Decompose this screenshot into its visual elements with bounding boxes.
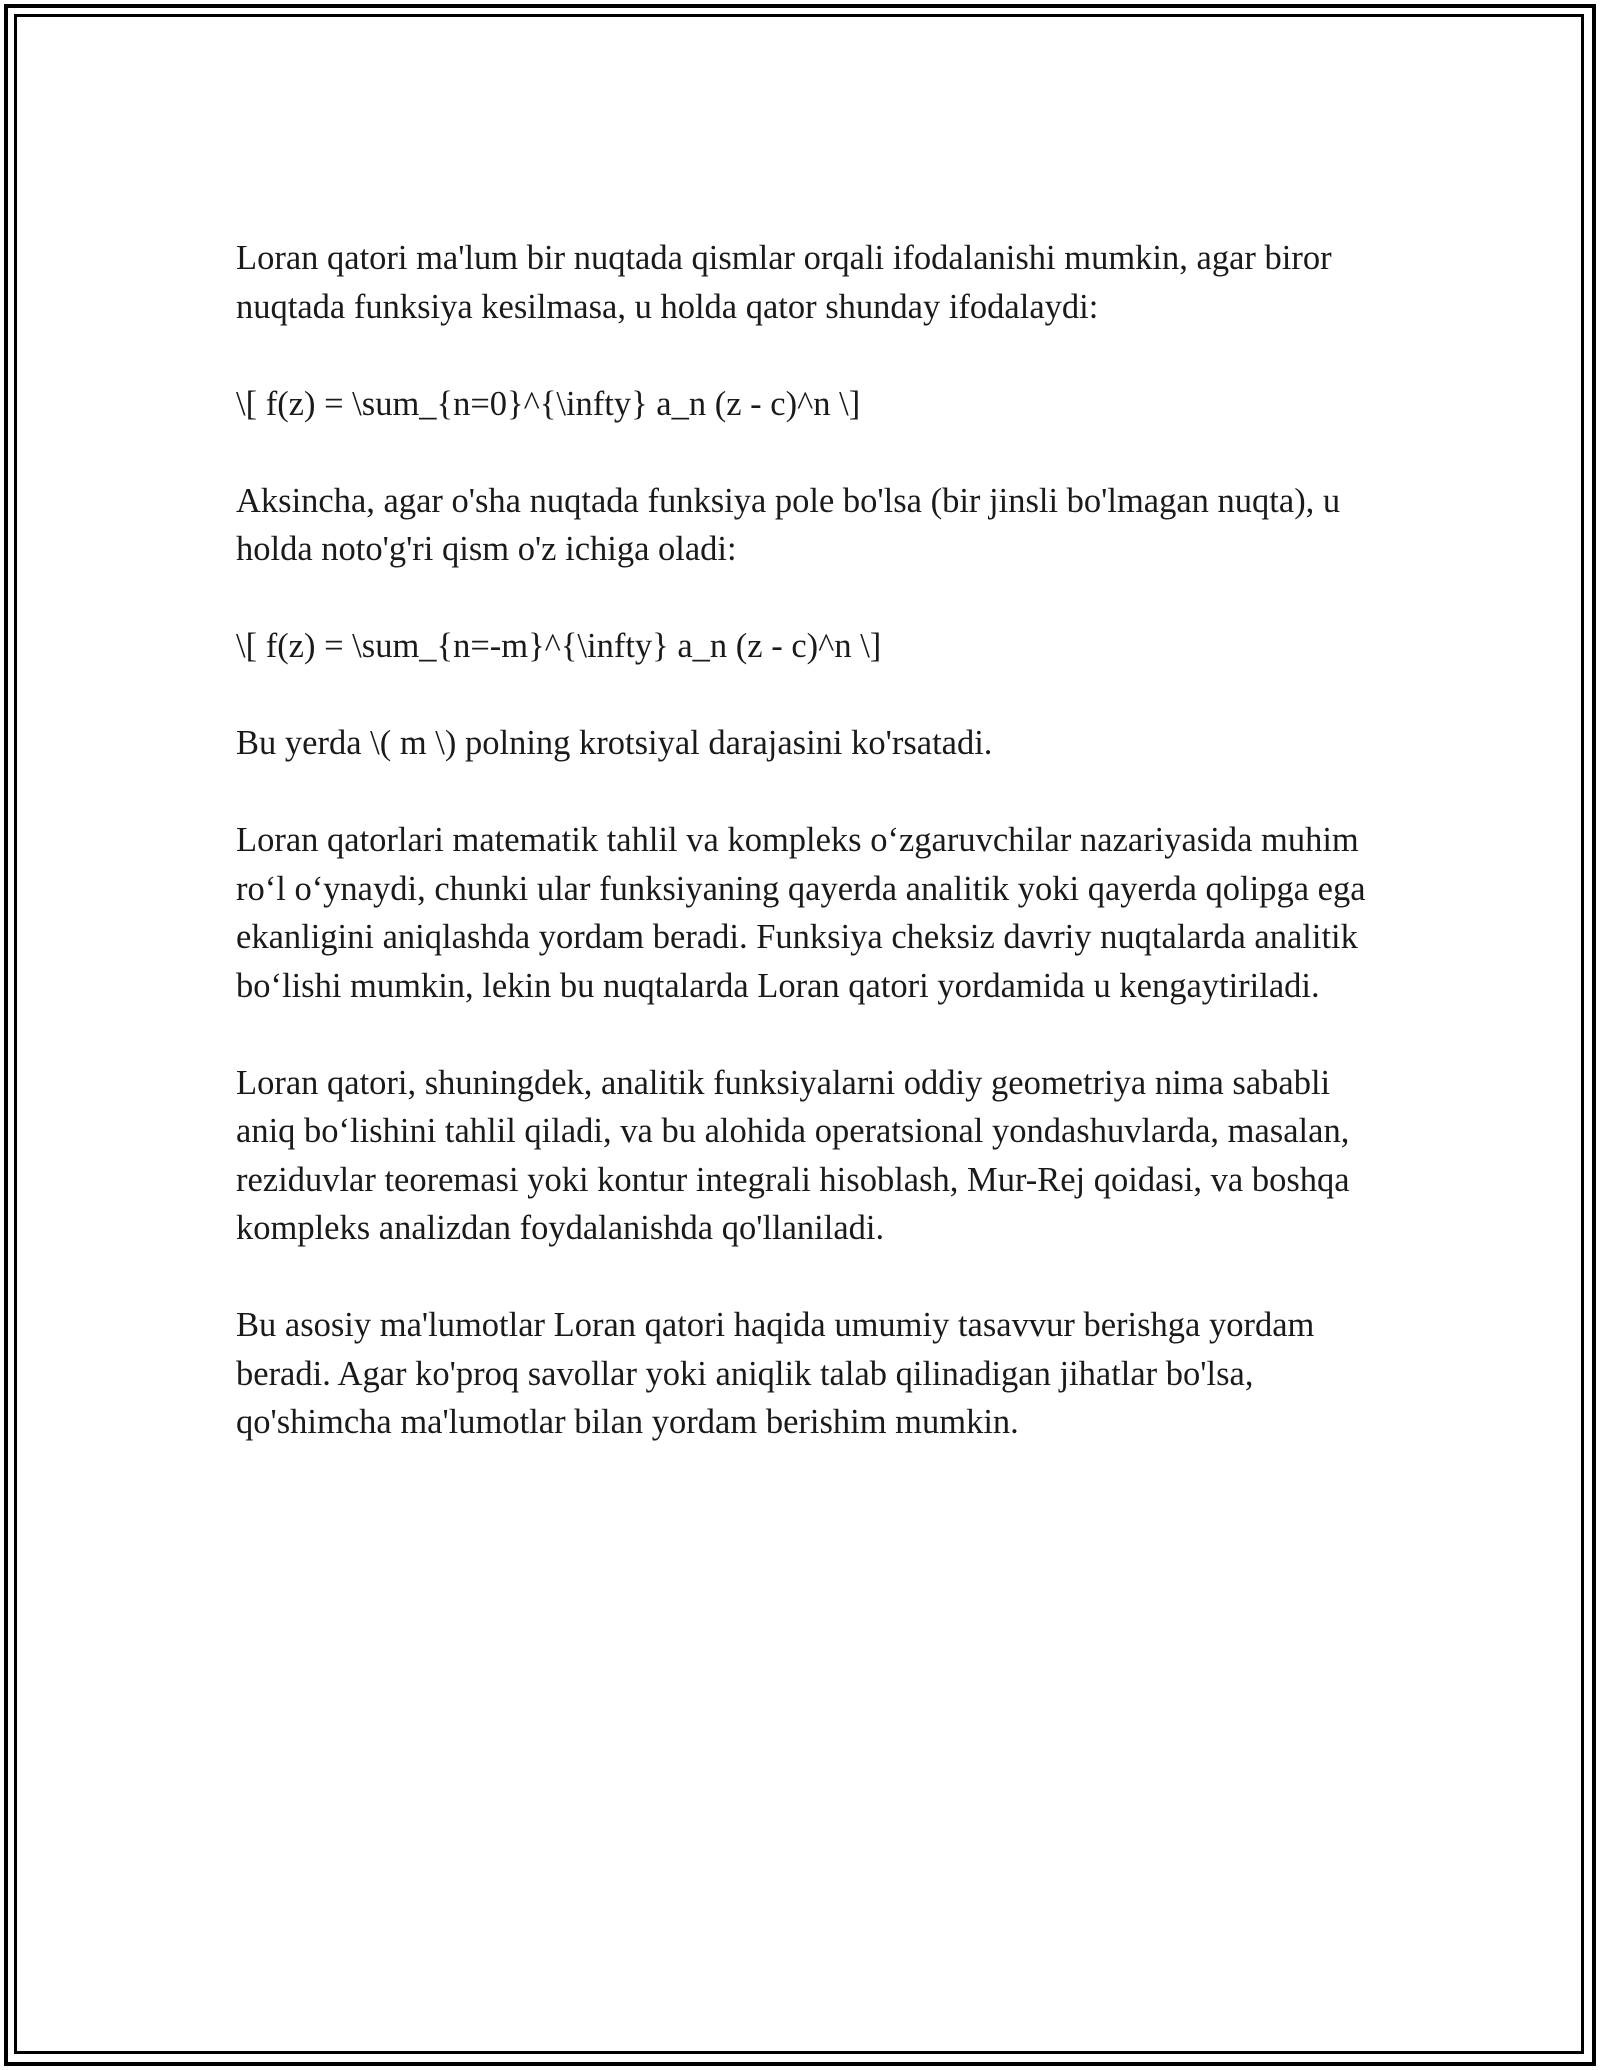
paragraph-intro: Loran qatori ma'lum bir nuqtada qismlar orqali ifodalanishi mumkin, agar biror nuqtada funksiya kesilmasa, u holda qator shunday ifodalaydi:: [236, 239, 1332, 326]
paragraph-pole: Aksincha, agar o'sha nuqtada funksiya pole bo'lsa (bir jinsli bo'lmagan nuqta), u holda noto'g'ri qism o'z ichiga oladi:: [236, 481, 1341, 568]
paragraph-applications: Loran qatori, shuningdek, analitik funksiyalarni oddiy geometriya nima sababli aniq bo‘lishini tahlil qiladi, va bu alohida operatsional yondashuvlarda, masalan, reziduvlar teoremasi yoki kontur integrali hisoblash, Mur-Rej qoidasi, va boshqa kompleks analizdan foydalanishda qo'llaniladi.: [236, 1063, 1350, 1247]
formula-laurent-series: \[ f(z) = \sum_{n=-m}^{\infty} a_n (z - c)^n \]: [236, 627, 882, 665]
paragraph-importance: Loran qatorlari matematik tahlil va kompleks o‘zgaruvchilar nazariyasida muhim ro‘l o‘ynaydi, chunki ular funksiyaning qayerda analitik yoki qayerda qolipga ega ekanligini aniqlashda yordam beradi. Funksiya cheksiz davriy nuqtalarda analitik bo‘lishi mumkin, lekin bu nuqtalarda Loran qatori yordamida u kengaytiriladi.: [236, 821, 1366, 1005]
paragraph-conclusion: Bu asosiy ma'lumotlar Loran qatori haqida umumiy tasavvur berishga yordam beradi. Agar ko'proq savollar yoki aniqlik talab qilinadigan jihatlar bo'lsa, qo'shimcha ma'lumotlar bilan yordam berishim mumkin.: [236, 1306, 1315, 1441]
formula-taylor-series: \[ f(z) = \sum_{n=0}^{\infty} a_n (z - c)^n \]: [236, 384, 861, 423]
paragraph-pole-order: Bu yerda \( m \) polning krotsiyal darajasini ko'rsatadi.: [236, 724, 993, 762]
document-body: [236, 234, 1376, 1495]
